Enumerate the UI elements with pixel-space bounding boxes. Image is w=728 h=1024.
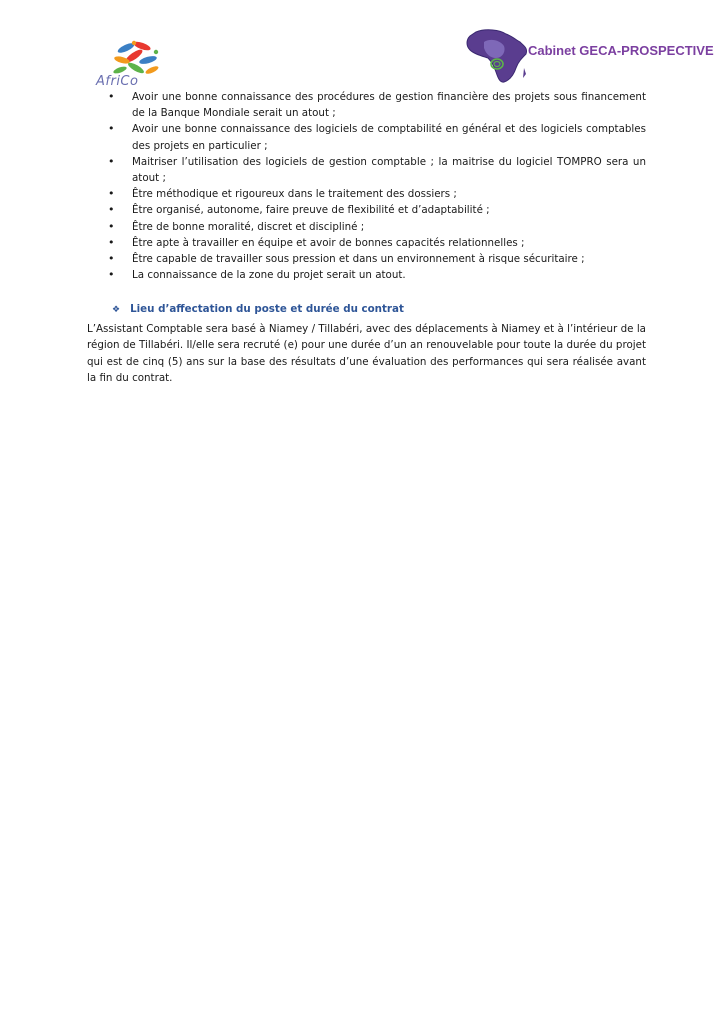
list-item-text: Avoir une bonne connaissance des logiciels de comptabilité en général et des logiciels comptables des projets en particulier ; (132, 123, 646, 152)
qualifications-list (108, 89, 646, 283)
bullet-marker: • (108, 154, 115, 168)
section-heading (112, 303, 404, 315)
diamond-bullet-icon: ❖ (112, 305, 121, 315)
list-item-text: Maitriser l’utilisation des logiciels de gestion comptable ; la maitrise du logiciel TOMPRO sera un atout ; (132, 155, 646, 185)
bullet-marker: • (108, 219, 115, 233)
geca-prospective-logo (462, 28, 714, 86)
bullet-marker: • (108, 187, 115, 201)
section-heading-text: Lieu d’affectation du poste et durée du contrat (130, 303, 404, 315)
list-item (108, 202, 646, 218)
bullet-marker: • (108, 122, 115, 136)
list-item (108, 251, 646, 267)
list-item-text: Être apte à travailler en équipe et avoir de bonnes capacités relationnelles ; (132, 236, 525, 249)
bullet-marker: • (108, 90, 115, 103)
bullet-marker: • (108, 235, 115, 249)
africo-logo-graphic (86, 36, 186, 76)
geca-prospective-logo-text: Cabinet GECA-PROSPECTIVE (528, 43, 714, 58)
list-item-text: Être organisé, autonome, faire preuve de flexibilité et d’adaptabilité ; (132, 204, 490, 217)
list-item-text: Être de bonne moralité, discret et discipliné ; (132, 220, 365, 233)
list-item (108, 121, 646, 153)
list-item (108, 235, 646, 251)
africa-map-icon (462, 28, 534, 86)
list-item-text: Être méthodique et rigoureux dans le traitement des dossiers ; (132, 188, 457, 201)
list-item (108, 89, 646, 121)
list-item (108, 267, 646, 283)
bullet-marker: • (108, 252, 115, 266)
list-item (108, 154, 646, 186)
bullet-marker: • (108, 203, 115, 217)
list-item (108, 219, 646, 235)
africo-logo-text: AfriCo (96, 74, 139, 89)
bullet-marker: • (108, 268, 115, 282)
list-item (108, 186, 646, 202)
list-item-text: Avoir une bonne connaissance des procédures de gestion financière des projets sous financement de la Banque Mondiale serait un atout ; (132, 91, 646, 120)
section-paragraph: L’Assistant Comptable sera basé à Niamey / Tillabéri, avec des déplacements à Niamey et à l’intérieur de la région de Tillabéri. Il/elle sera recruté (e) pour une durée d’un an renouvelable pour toute la durée du projet qui est de cinq (5) ans sur la base des résultats d’une évaluation des performances qui sera réalisée avant la fin du contrat. (87, 323, 646, 385)
list-item-text: Être capable de travailler sous pression et dans un environnement à risque sécuritaire ; (132, 253, 585, 266)
list-item-text: La connaissance de la zone du projet serait un atout. (132, 269, 406, 282)
